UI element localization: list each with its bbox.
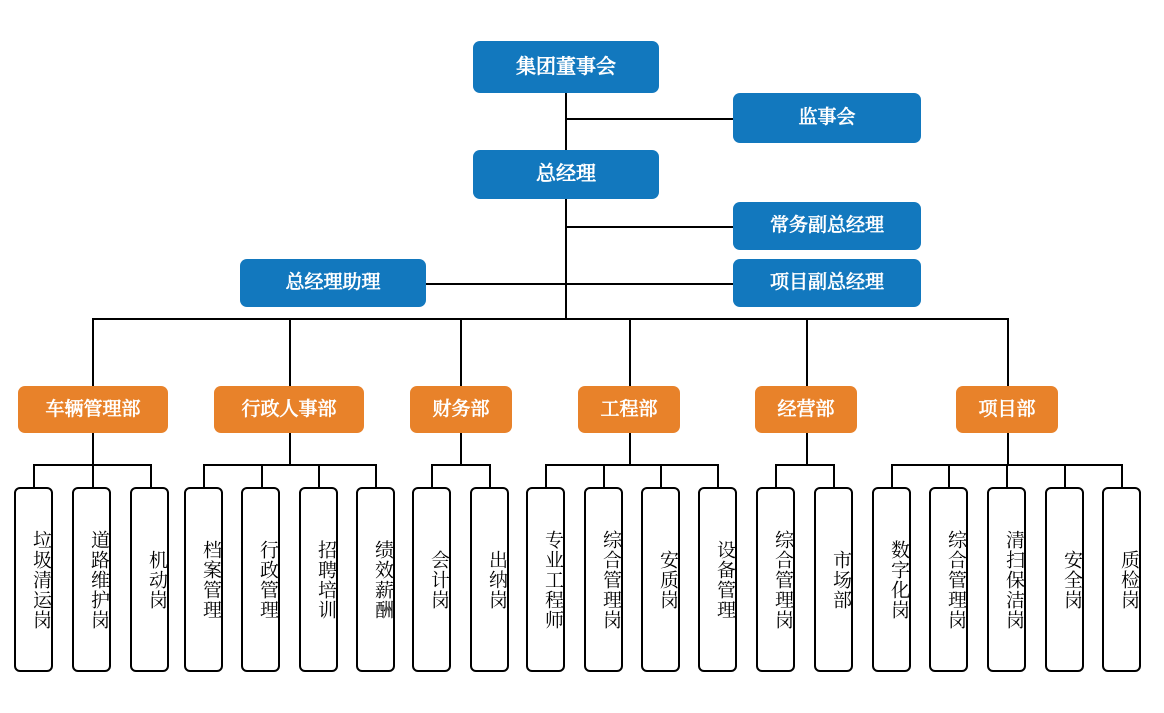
node-position-engineering-2[interactable]: 安质岗 (641, 487, 680, 672)
drop-vehicle (92, 318, 94, 386)
node-position-operations-0[interactable]: 综合管理岗 (756, 487, 795, 672)
node-department-operations[interactable]: 经营部 (755, 386, 857, 433)
node-project-vp[interactable]: 项目副总经理 (733, 259, 921, 307)
tick-eng-3 (717, 464, 719, 488)
bus-engineering (545, 464, 718, 466)
node-position-operations-1[interactable]: 市场部 (814, 487, 853, 672)
drop-finance (460, 318, 462, 386)
bus-admin (203, 464, 376, 466)
tick-eng-2 (660, 464, 662, 488)
node-supervisory[interactable]: 监事会 (733, 93, 921, 143)
node-position-vehicle-0[interactable]: 垃圾清运岗 (14, 487, 53, 672)
node-position-project-4[interactable]: 质检岗 (1102, 487, 1141, 672)
bus-finance (431, 464, 490, 466)
node-position-project-0[interactable]: 数字化岗 (872, 487, 911, 672)
node-position-finance-1[interactable]: 出纳岗 (470, 487, 509, 672)
node-department-vehicle[interactable]: 车辆管理部 (18, 386, 168, 433)
tick-eng-1 (603, 464, 605, 488)
tick-eng-0 (545, 464, 547, 488)
node-position-engineering-1[interactable]: 综合管理岗 (584, 487, 623, 672)
node-position-admin-2[interactable]: 招聘培训 (299, 487, 338, 672)
tick-ops-0 (775, 464, 777, 488)
stem-finance (460, 433, 462, 465)
node-position-finance-0[interactable]: 会计岗 (412, 487, 451, 672)
connector-gm-trunk (565, 199, 567, 319)
drop-engineering (629, 318, 631, 386)
connector-exec-vp (565, 226, 733, 228)
tick-vehicle-1 (92, 464, 94, 488)
stem-vehicle (92, 433, 94, 465)
stem-operations (806, 433, 808, 465)
tick-vehicle-0 (33, 464, 35, 488)
node-department-project[interactable]: 项目部 (956, 386, 1058, 433)
node-position-project-3[interactable]: 安全岗 (1045, 487, 1084, 672)
node-position-project-1[interactable]: 综合管理岗 (929, 487, 968, 672)
node-position-vehicle-2[interactable]: 机动岗 (130, 487, 169, 672)
tick-admin-2 (318, 464, 320, 488)
tick-admin-3 (375, 464, 377, 488)
tick-proj-0 (891, 464, 893, 488)
stem-engineering (629, 433, 631, 465)
node-department-admin-hr[interactable]: 行政人事部 (214, 386, 364, 433)
tick-ops-1 (833, 464, 835, 488)
tick-finance-0 (431, 464, 433, 488)
node-position-admin-0[interactable]: 档案管理 (184, 487, 223, 672)
node-department-finance[interactable]: 财务部 (410, 386, 512, 433)
node-position-admin-3[interactable]: 绩效薪酬 (356, 487, 395, 672)
tick-vehicle-2 (150, 464, 152, 488)
stem-project (1007, 433, 1009, 465)
drop-admin (289, 318, 291, 386)
node-executive-vp[interactable]: 常务副总经理 (733, 202, 921, 250)
node-general-manager[interactable]: 总经理 (473, 150, 659, 199)
stem-admin (289, 433, 291, 465)
department-bus (92, 318, 1008, 320)
connector-project-vp (565, 283, 733, 285)
node-position-project-2[interactable]: 清扫保洁岗 (987, 487, 1026, 672)
node-board[interactable]: 集团董事会 (473, 41, 659, 93)
node-position-admin-1[interactable]: 行政管理 (241, 487, 280, 672)
tick-proj-2 (1006, 464, 1008, 488)
connector-supervisory (565, 118, 733, 120)
connector-gm-assistant (424, 283, 566, 285)
tick-finance-1 (489, 464, 491, 488)
tick-proj-1 (948, 464, 950, 488)
node-gm-assistant[interactable]: 总经理助理 (240, 259, 426, 307)
drop-operations (806, 318, 808, 386)
tick-proj-3 (1064, 464, 1066, 488)
tick-admin-0 (203, 464, 205, 488)
node-department-engineering[interactable]: 工程部 (578, 386, 680, 433)
drop-project (1007, 318, 1009, 386)
tick-admin-1 (261, 464, 263, 488)
connector-board-gm (565, 93, 567, 150)
bus-operations (775, 464, 834, 466)
node-position-engineering-0[interactable]: 专业工程师 (526, 487, 565, 672)
tick-proj-4 (1121, 464, 1123, 488)
node-position-engineering-3[interactable]: 设备管理 (698, 487, 737, 672)
node-position-vehicle-1[interactable]: 道路维护岗 (72, 487, 111, 672)
